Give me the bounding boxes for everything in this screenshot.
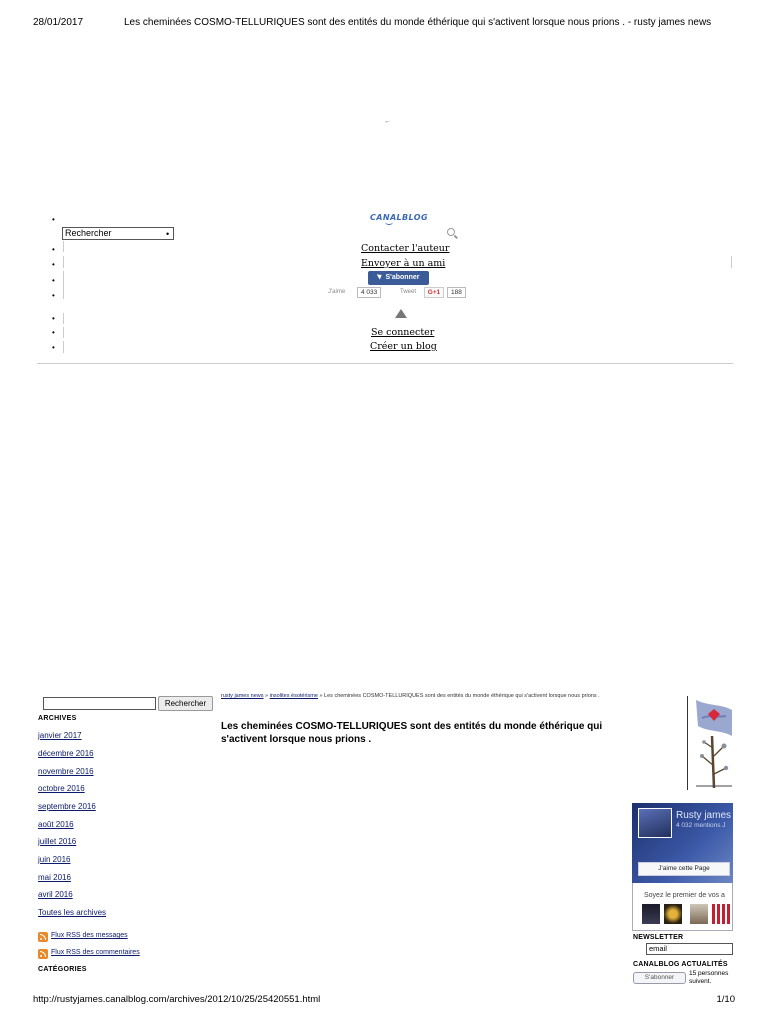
categories-heading: CATÉGORIES [38,966,87,973]
list-bullet: • [52,343,55,352]
archive-link[interactable]: octobre 2016 [38,784,85,793]
google-plus-button[interactable]: G+1 [424,287,444,298]
send-icon [376,272,382,279]
topbar-search-input[interactable]: Rechercher [62,227,174,240]
divider [63,313,64,324]
canalblog-subscribe-button[interactable]: S'abonner [633,972,686,984]
like-label: J'aime [328,289,346,295]
breadcrumb [221,692,631,701]
all-archives-link[interactable]: Toutes les archives [38,908,107,917]
contact-author-link[interactable]: Contacter l'auteur [361,243,450,254]
facebook-fan-count: 4 032 mentions J [676,822,726,829]
canalblog-logo[interactable]: CANALBLOG [370,213,428,222]
like-count[interactable]: 4 033 [357,287,381,298]
fan-avatar[interactable] [690,904,708,924]
breadcrumb-separator: » [319,693,323,699]
rss-posts-link[interactable]: Flux RSS des messages [51,932,128,939]
canalblog-logo-icon [385,219,393,225]
rss-icon [38,949,48,959]
archive-link[interactable]: septembre 2016 [38,802,96,811]
archive-link[interactable]: décembre 2016 [38,749,94,758]
create-blog-link[interactable]: Créer un blog [370,341,437,352]
divider [731,256,732,268]
divider [63,341,64,353]
archive-link[interactable]: mai 2016 [38,873,71,882]
sidebar-illustration [687,696,733,790]
divider [63,256,64,268]
search-caret-icon: • [166,229,170,239]
fan-avatar[interactable] [642,904,660,924]
facebook-friends-text: Soyez le premier de vos a [644,892,725,899]
list-bullet: • [52,314,55,323]
followers-line: suivent. [689,978,712,985]
rss-comments-link[interactable]: Flux RSS des commentaires [51,949,140,956]
subscribe-label: S'abonner [385,274,420,281]
list-bullet: • [52,328,55,337]
list-bullet: • [52,215,55,224]
breadcrumb-home-link[interactable]: rusty james news [221,693,264,699]
facebook-page-name[interactable]: Rusty james [676,810,732,821]
back-arrow-icon[interactable]: ← [384,118,391,125]
login-link[interactable]: Se connecter [371,327,435,338]
divider [63,327,64,338]
print-page-number: 1/10 [716,994,735,1005]
rss-icon [38,932,48,942]
post-title: Les cheminées COSMO-TELLURIQUES sont des entités du monde éthérique qui s'activent lorsque nous prions . [221,721,603,745]
topbar-separator [37,363,733,364]
fan-avatar[interactable] [664,904,682,924]
archive-link[interactable]: novembre 2016 [38,767,94,776]
fan-avatar[interactable] [712,904,730,924]
archive-link[interactable]: janvier 2017 [38,731,82,740]
newsletter-heading: NEWSLETTER [633,934,684,941]
sidebar-search-button[interactable]: Rechercher [158,696,213,711]
list-bullet: • [52,245,55,254]
facebook-like-page-button[interactable]: J'aime cette Page [638,862,730,876]
breadcrumb-separator: » [265,693,269,699]
sidebar-search-input[interactable] [43,697,156,710]
breadcrumb-current: Les cheminées COSMO-TELLURIQUES sont des entités du monde éthérique qui s'activent lorsque nous prions . [324,693,600,699]
search-icon-handle [454,235,458,239]
print-date: 28/01/2017 [33,17,84,28]
send-to-friend-link[interactable]: Envoyer à un ami [361,258,446,269]
archive-link[interactable]: juillet 2016 [38,837,77,846]
print-page-title: Les cheminées COSMO-TELLURIQUES sont des entités du monde éthérique qui s'activent lorsque nous prions . - rusty james news [124,17,712,28]
list-bullet: • [52,276,55,285]
followers-line: 15 personnes [689,970,729,977]
archives-heading: ARCHIVES [38,715,77,722]
archive-link[interactable]: avril 2016 [38,890,73,899]
google-plus-count: 188 [447,287,466,298]
followers-count [689,970,728,986]
tweet-button[interactable]: Tweet [400,289,417,295]
print-url: http://rustyjames.canalblog.com/archives/2012/10/25/25420551.html [33,994,321,1005]
facebook-page-thumbnail[interactable] [638,808,672,838]
canalblog-news-heading: CANALBLOG ACTUALITÉS [633,961,728,968]
scroll-up-icon[interactable] [395,309,407,318]
divider [63,271,64,299]
archive-link[interactable]: juin 2016 [38,855,71,864]
list-bullet: • [52,291,55,300]
divider [63,241,64,252]
list-bullet: • [52,260,55,269]
newsletter-email-input[interactable]: email [646,943,733,955]
breadcrumb-category-link[interactable]: insolites ésotérisme [269,693,318,699]
subscribe-button[interactable] [368,271,429,285]
archive-link[interactable]: août 2016 [38,820,74,829]
